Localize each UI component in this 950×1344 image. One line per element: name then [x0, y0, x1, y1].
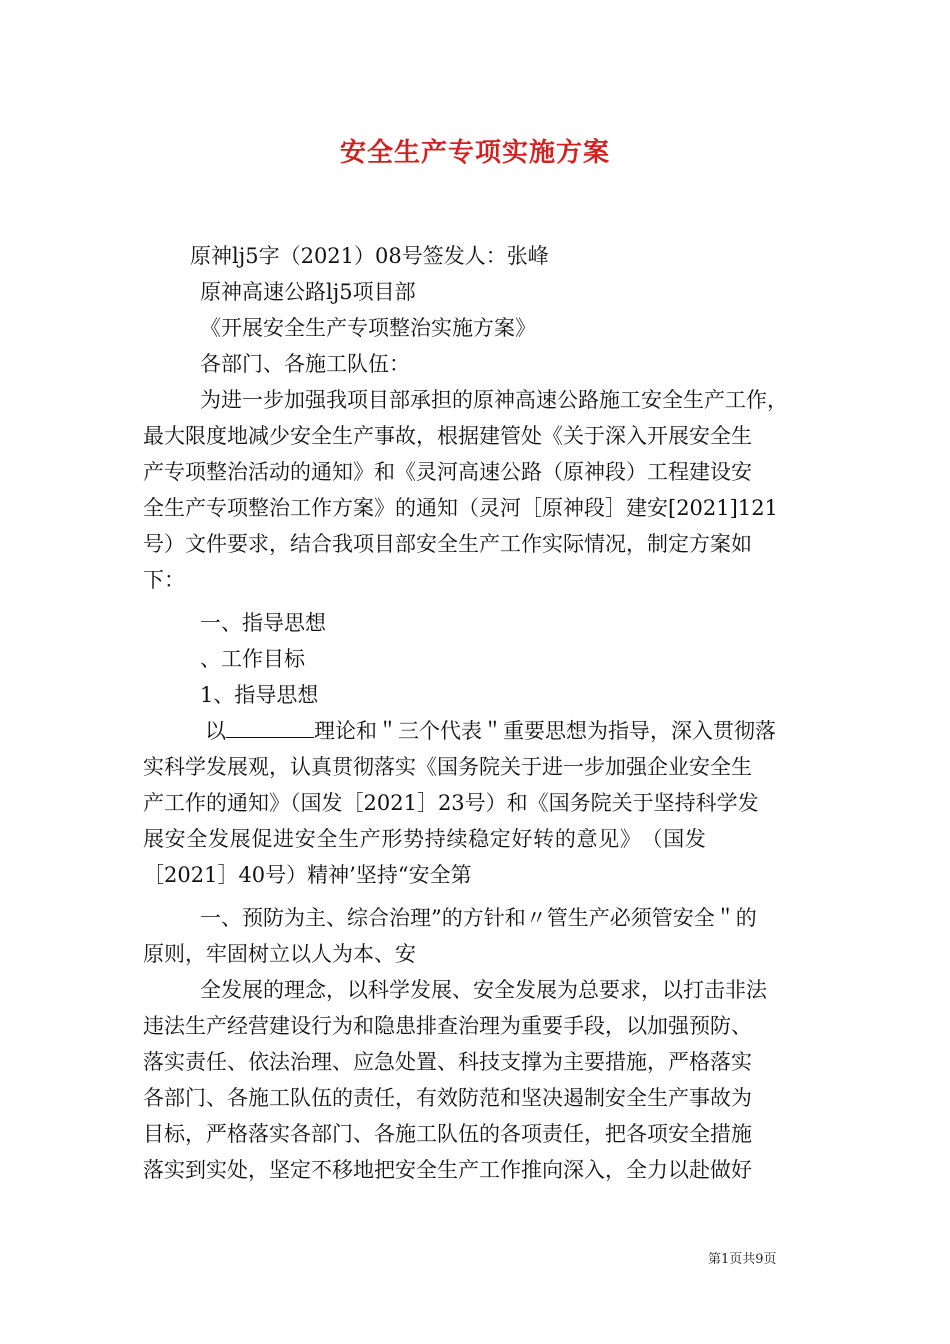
page-indicator: 第1页共9页	[708, 1252, 777, 1267]
body-line: 产工作的通知》（国发［2021］23号）和《国务院关于坚持科学发	[143, 791, 759, 815]
subsection-heading: 1、指导思想	[200, 683, 319, 707]
body-line: 下：	[143, 568, 185, 592]
body-line: 实科学发展观，认真贯彻落实《国务院关于进一步加强企业安全生	[143, 755, 752, 779]
body-line: 目标，严格落实各部门、各施工队伍的各项责任，把各项安全措施	[143, 1122, 752, 1146]
body-line: 违法生产经营建设行为和隐患排查治理为重要手段，以加强预防、	[143, 1014, 752, 1038]
text-before-blank: 以	[205, 719, 226, 743]
plan-name-line: 《开展安全生产专项整治实施方案》	[200, 316, 536, 340]
body-line: 原则，牢固树立以人为本、安	[143, 942, 416, 966]
body-line: 产专项整治活动的通知》和《灵河高速公路（原神段）工程建设安	[143, 460, 752, 484]
text-after-blank: 理论和＂三个代表＂重要思想为指导，深入贯彻落	[314, 719, 776, 743]
body-line: 落实到实处，坚定不移地把安全生产工作推向深入，全力以赴做好	[143, 1158, 752, 1182]
document-title: 安全生产专项实施方案	[339, 138, 610, 168]
issuer-line: 原神高速公路lj5项目部	[200, 280, 416, 304]
body-line: 全生产专项整治工作方案》的通知（灵河［原神段］建安[2021]121	[143, 496, 778, 520]
section-heading: 、工作目标	[200, 647, 305, 671]
section-heading: 一、指导思想	[200, 611, 326, 635]
body-line: 全发展的理念，以科学发展、安全发展为总要求，以打击非法	[200, 978, 767, 1002]
body-line: ［2021］40号）精神’坚持“安全第	[143, 863, 472, 887]
salutation-line: 各部门、各施工队伍：	[200, 352, 410, 376]
body-line: 展 安 全 发 展 促 进 安 全 生 产 形 势 持 续 稳 定 好 转 的 意 见 》 （ 国 发	[143, 827, 703, 851]
body-line: 落实责任、依法治理、应急处置、科技支撑为主要措施，严格落实	[143, 1050, 752, 1074]
body-line: 为进一步加强我项目部承担的原神高速公路施工安全生产工作，	[200, 388, 788, 412]
body-line: 各部门、各施工队伍的责任，有效防范和坚决遏制安全生产事故为	[143, 1086, 752, 1110]
body-line: 最大限度地减少安全生产事故，根据建管处《关于深入开展安全生	[143, 424, 752, 448]
body-line-with-blank	[205, 713, 776, 749]
body-line: 号）文件要求，结合我项目部安全生产工作实际情况，制定方案如	[143, 532, 752, 556]
fill-in-blank	[226, 719, 314, 738]
doc-number-line: 原神lj5字（2021）08号签发人：张峰	[190, 244, 549, 268]
body-line: 一、预防为主、综合治理”的方针和〃管生产必须管安全＂的	[200, 906, 757, 930]
